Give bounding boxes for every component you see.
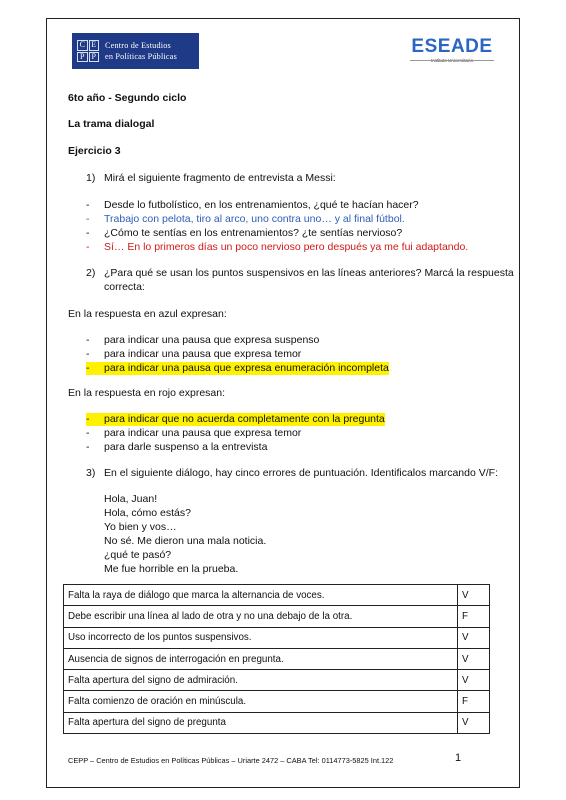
q3-number: 3) [86, 467, 96, 479]
q1-dialog-line-red: Sí… En lo primeros días un poco nervioso pero después ya me fui adaptando. [104, 241, 469, 253]
q3-dialog-line: ¿qué te pasó? [104, 549, 172, 561]
option-dash: - [86, 334, 90, 346]
page-number: 1 [455, 752, 462, 764]
table-statement: Ausencia de signos de interrogación en pregunta. [64, 648, 458, 669]
cepp-logo-mark [77, 40, 99, 62]
cepp-letter: C [77, 40, 88, 51]
cepp-logo [72, 33, 199, 69]
option-dash-highlighted: - [86, 362, 376, 375]
q1-dialog-line-blue: Trabajo con pelota, tiro al arco, uno contra uno… y al final fútbol. [104, 213, 405, 225]
footer-text: CEPP – Centro de Estudios en Políticas Públicas – Uriarte 2472 – CABA Tel: 0114773-5825 Int.122 [68, 756, 394, 765]
option-dash: - [86, 441, 90, 453]
table-row [64, 670, 490, 691]
table-row [64, 627, 490, 648]
exercise-title: Ejercicio 3 [68, 145, 121, 157]
table-statement: Falta comienzo de oración en minúscula. [64, 691, 458, 712]
q1-dialog-dash: - [86, 227, 90, 239]
eseade-logo-rule [410, 60, 494, 61]
vf-table [63, 584, 490, 734]
eseade-logo-sub: Instituto Universitario [430, 58, 474, 63]
cepp-logo-line2: en Políticas Públicas [105, 52, 177, 61]
section-title: La trama dialogal [68, 118, 155, 130]
option-dash-highlighted: - [86, 413, 371, 426]
blue-option[interactable]: para indicar una pausa que expresa temor [104, 348, 302, 360]
red-option[interactable]: para darle suspenso a la entrevista [104, 441, 268, 453]
q3-dialog-line: Me fue horrible en la prueba. [104, 563, 239, 575]
q1-dialog-line: ¿Cómo te sentías en los entrenamientos? ¿te sentías nervioso? [104, 227, 403, 239]
blue-section-heading: En la respuesta en azul expresan: [68, 308, 227, 320]
table-answer[interactable]: F [458, 606, 490, 627]
table-answer[interactable]: F [458, 691, 490, 712]
table-statement: Falta apertura del signo de admiración. [64, 670, 458, 691]
q1-dialog-line: Desde lo futbolístico, en los entrenamientos, ¿qué te hacían hacer? [104, 199, 419, 211]
page-title: 6to año - Segundo ciclo [68, 92, 187, 104]
q1-dialog-dash: - [86, 241, 90, 253]
q3-dialog-line: Hola, Juan! [104, 493, 158, 505]
q3-dialog-line: Hola, cómo estás? [104, 507, 191, 519]
q2-text-line1: ¿Para qué se usan los puntos suspensivos en las líneas anteriores? Marcá la respuesta [104, 267, 514, 279]
table-answer[interactable]: V [458, 627, 490, 648]
table-statement: Falta apertura del signo de pregunta [64, 712, 458, 733]
table-row [64, 606, 490, 627]
blue-option[interactable]: para indicar una pausa que expresa suspenso [104, 334, 320, 346]
table-row [64, 691, 490, 712]
q2-number: 2) [86, 267, 96, 279]
eseade-logo-word: ESEADE [411, 36, 493, 57]
q1-dialog-dash: - [86, 199, 90, 211]
eseade-logo [410, 37, 494, 64]
table-row [64, 712, 490, 733]
table-row [64, 648, 490, 669]
cepp-letter: P [77, 52, 88, 63]
cepp-logo-line1: Centro de Estudios [105, 41, 171, 50]
q1-text: Mirá el siguiente fragmento de entrevista a Messi: [104, 172, 336, 184]
q3-dialog-line: No sé. Me dieron una mala noticia. [104, 535, 267, 547]
cepp-letter: E [89, 40, 100, 51]
option-dash: - [86, 348, 90, 360]
option-dash: - [86, 427, 90, 439]
table-statement: Debe escribir una línea al lado de otra y no una debajo de la otra. [64, 606, 458, 627]
q1-dialog-dash: - [86, 213, 90, 225]
table-row [64, 585, 490, 606]
table-statement: Uso incorrecto de los puntos suspensivos. [64, 627, 458, 648]
q1-number: 1) [86, 172, 96, 184]
table-statement: Falta la raya de diálogo que marca la alternancia de voces. [64, 585, 458, 606]
red-section-heading: En la respuesta en rojo expresan: [68, 387, 226, 399]
red-option-selected[interactable]: para indicar que no acuerda completamente con la pregunta [104, 413, 385, 425]
q3-text: En el siguiente diálogo, hay cinco errores de puntuación. Identificalos marcando V/F: [104, 467, 498, 479]
red-option[interactable]: para indicar una pausa que expresa temor [104, 427, 302, 439]
table-answer[interactable]: V [458, 648, 490, 669]
q3-dialog-line: Yo bien y vos… [104, 521, 177, 533]
cepp-letter: P [89, 52, 100, 63]
table-answer[interactable]: V [458, 670, 490, 691]
q2-text-line2: correcta: [104, 281, 145, 293]
blue-option-selected[interactable]: para indicar una pausa que expresa enumeración incompleta [104, 362, 389, 374]
table-answer[interactable]: V [458, 585, 490, 606]
table-answer[interactable]: V [458, 712, 490, 733]
